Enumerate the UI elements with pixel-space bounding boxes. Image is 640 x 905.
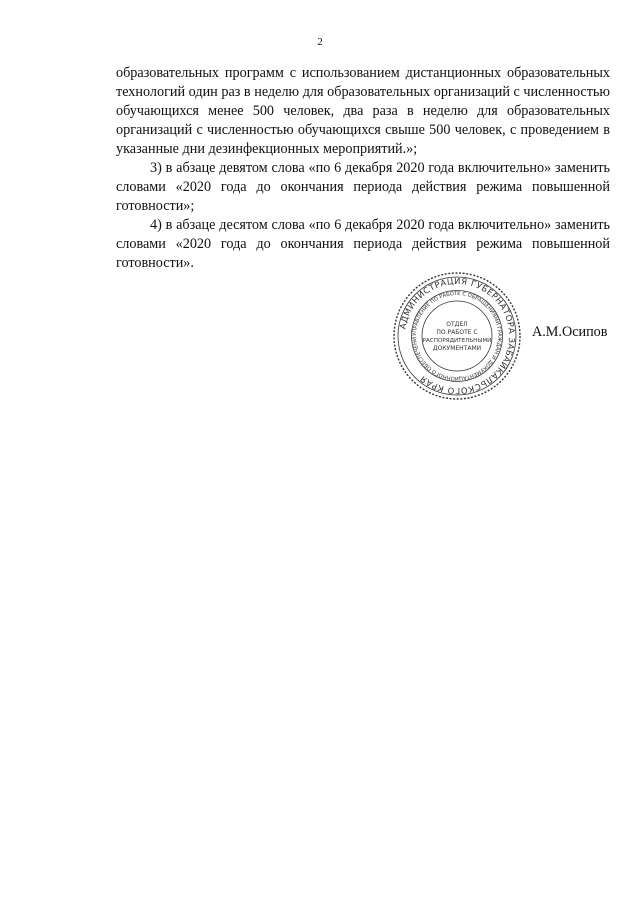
stamp-outer-ring-text: АДМИНИСТРАЦИЯ ГУБЕРНАТОРА ЗАБАЙКАЛЬСКОГО КРАЯ bbox=[397, 275, 518, 397]
paragraph-item-3: 3) в абзаце девятом слова «по 6 декабря 2020 года включительно» заменить словами «2020 года до окончания периода действия режима повышенной готовности»; bbox=[116, 160, 610, 214]
official-seal-stamp bbox=[392, 271, 522, 401]
page-number: 2 bbox=[317, 36, 323, 48]
document-body bbox=[116, 64, 610, 273]
stamp-center-line-1: ОТДЕЛ bbox=[446, 321, 468, 328]
stamp-inner-ring-text: УПРАВЛЕНИЕ ПО РАБОТЕ С ОБРАЩЕНИЯМИ ГРАЖДАН И ДОКУМЕНТАЦИОННОГО ОБЕСПЕЧЕНИ bbox=[411, 290, 503, 382]
paragraph-item-4: 4) в абзаце десятом слова «по 6 декабря 2020 года включительно» заменить словами «2020 года до окончания периода действия режима повышенной готовности». bbox=[116, 217, 610, 271]
stamp-center-line-3: РАСПОРЯДИТЕЛЬНЫМИ bbox=[422, 338, 492, 344]
signatory-name: А.М.Осипов bbox=[532, 324, 608, 340]
paragraph-continuation: образовательных программ с использованием дистанционных образовательных технологий один раз в неделю для образовательных организаций с численностью обучающихся менее 500 человек, два раза в неделю для образовательных организаций с численностью обучающихся свыше 500 человек, с проведением в указанные дни дезинфекционных мероприятий.»; bbox=[116, 65, 610, 157]
stamp-center-line-2: ПО РАБОТЕ С bbox=[436, 329, 478, 336]
stamp-center-line-4: ДОКУМЕНТАМИ bbox=[432, 345, 482, 352]
